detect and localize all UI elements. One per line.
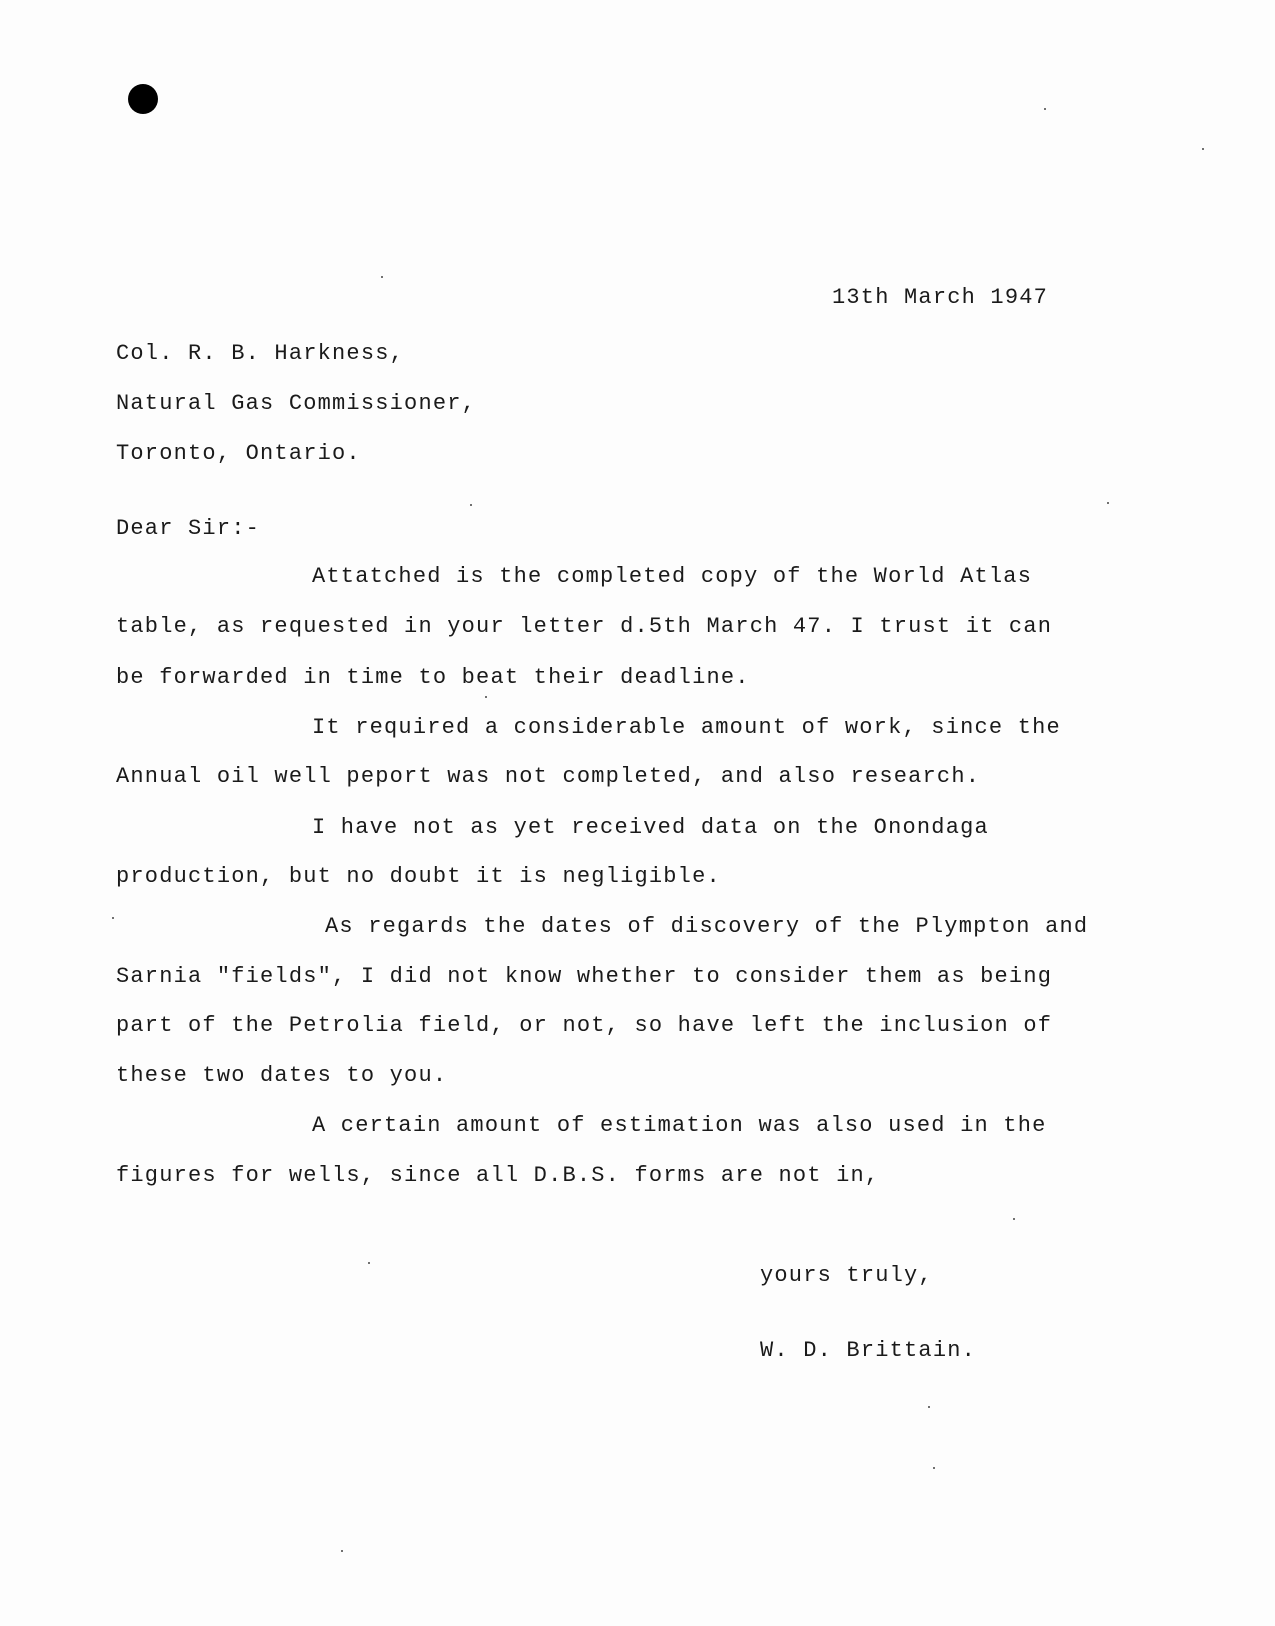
body-line: part of the Petrolia field, or not, so have left the inclusion of <box>116 1013 1053 1038</box>
closing: yours truly, <box>760 1263 933 1288</box>
body-line: production, but no doubt it is negligible. <box>116 864 721 889</box>
punch-hole-mark <box>128 84 158 114</box>
body-line: A certain amount of estimation was also used in the <box>312 1113 1047 1138</box>
body-line: It required a considerable amount of work, since the <box>312 715 1061 740</box>
body-line: table, as requested in your letter d.5th March 47. I trust it can <box>116 614 1053 639</box>
body-line: Sarnia "fields", I did not know whether to consider them as being <box>116 964 1053 989</box>
salutation: Dear Sir:- <box>116 516 261 541</box>
letter-date: 13th March 1947 <box>832 285 1049 310</box>
scan-speck <box>1107 502 1109 504</box>
scan-speck <box>112 917 114 919</box>
scan-speck <box>1044 108 1046 110</box>
recipient-title: Natural Gas Commissioner, <box>116 391 477 416</box>
body-line: Annual oil well peport was not completed, and also research. <box>116 764 981 789</box>
body-line: figures for wells, since all D.B.S. forms are not in, <box>116 1163 880 1188</box>
body-line: Attatched is the completed copy of the World Atlas <box>312 564 1033 589</box>
scan-speck <box>368 1262 370 1264</box>
scan-speck <box>341 1550 343 1552</box>
body-line: As regards the dates of discovery of the Plympton and <box>325 914 1089 939</box>
body-line: these two dates to you. <box>116 1063 448 1088</box>
signature: W. D. Brittain. <box>760 1338 977 1363</box>
scan-speck <box>928 1406 930 1408</box>
scan-speck <box>470 504 472 506</box>
body-line: I have not as yet received data on the Onondaga <box>312 815 989 840</box>
body-line: be forwarded in time to beat their deadline. <box>116 665 750 690</box>
scan-speck <box>381 276 383 278</box>
recipient-location: Toronto, Ontario. <box>116 441 361 466</box>
scan-speck <box>1013 1218 1015 1220</box>
scan-speck <box>1202 148 1204 150</box>
scan-speck <box>485 696 487 698</box>
recipient-name: Col. R. B. Harkness, <box>116 341 405 366</box>
scan-speck <box>933 1467 935 1469</box>
